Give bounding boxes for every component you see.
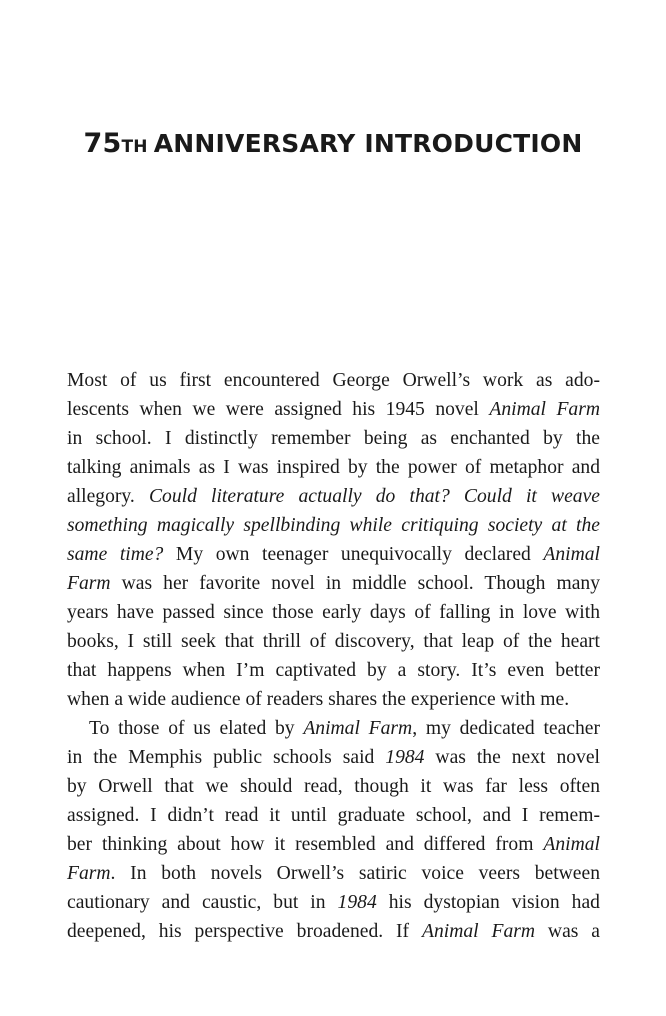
text-run: his dystopian vision had: [376, 892, 600, 913]
body-text: [67, 366, 600, 946]
text-run: ber thinking about how it resembled and differed from: [67, 834, 544, 855]
text-run: . In both novels Orwell’s satiric voice veers between: [110, 863, 600, 884]
text-run: that happens when I’m captivated by a story. It’s even better: [67, 660, 600, 681]
text-run: Most of us first encountered George Orwell’s work as ado-: [67, 370, 600, 391]
text-run: deepened, his perspective broadened. If: [67, 921, 422, 942]
text-line: [67, 801, 600, 830]
text-line: [67, 685, 600, 714]
italic-text: Animal Farm: [303, 718, 413, 739]
text-run: when a wide audience of readers shares the experience with me.: [67, 689, 570, 710]
text-run: books, I still seek that thrill of discovery, that leap of the heart: [67, 631, 600, 652]
text-line: [67, 917, 600, 946]
text-run: in school. I distinctly remember being as enchanted by the: [67, 428, 600, 449]
text-line: [67, 714, 600, 743]
text-run: years have passed since those early days of falling in love with: [67, 602, 600, 623]
text-line: [67, 424, 600, 453]
text-run: cautionary and caustic, but in: [67, 892, 338, 913]
italic-text: Animal: [543, 544, 600, 565]
text-line: [67, 569, 600, 598]
text-run: assigned. I didn’t read it until graduate school, and I remem-: [67, 805, 600, 826]
text-line: [67, 656, 600, 685]
text-line: [67, 482, 600, 511]
text-line: [67, 598, 600, 627]
text-line: [67, 743, 600, 772]
chapter-title: [0, 128, 666, 159]
text-line: [67, 366, 600, 395]
text-line: [67, 511, 600, 540]
text-line: [67, 627, 600, 656]
italic-text: same time?: [67, 544, 164, 565]
text-line: [67, 453, 600, 482]
chapter-title-ordinal-suffix: TH: [121, 137, 148, 157]
chapter-title-number: 75: [83, 128, 122, 159]
chapter-title-text: ANNIVERSARY INTRODUCTION: [153, 129, 583, 158]
text-run: by Orwell that we should read, though it was far less often: [67, 776, 600, 797]
text-line: [67, 859, 600, 888]
text-run: talking animals as I was inspired by the power of metaphor and: [67, 457, 600, 478]
italic-text: Animal Farm: [489, 399, 600, 420]
text-run: To those of us elated by: [89, 718, 304, 739]
text-line: [67, 772, 600, 801]
italic-text: Animal: [543, 834, 600, 855]
italic-text: Farm: [67, 573, 111, 594]
text-run: was her favorite novel in middle school. Though many: [110, 573, 600, 594]
italic-text: Farm: [67, 863, 111, 884]
text-run: was the next novel: [424, 747, 600, 768]
text-run: in the Memphis public schools said: [67, 747, 386, 768]
italic-text: 1984: [337, 892, 377, 913]
text-run: My own teenager unequivocally declared: [163, 544, 544, 565]
italic-text: Could literature actually do that? Could it weave: [148, 486, 600, 507]
italic-text: 1984: [385, 747, 425, 768]
text-line: [67, 888, 600, 917]
text-run: was a: [535, 921, 600, 942]
text-line: [67, 830, 600, 859]
italic-text: something magically spellbinding while critiquing society at the: [67, 515, 600, 536]
italic-text: Animal Farm: [421, 921, 536, 942]
text-line: [67, 540, 600, 569]
text-run: lescents when we were assigned his 1945 novel: [67, 399, 490, 420]
text-run: , my dedicated teacher: [412, 718, 600, 739]
text-line: [67, 395, 600, 424]
text-run: allegory.: [67, 486, 149, 507]
